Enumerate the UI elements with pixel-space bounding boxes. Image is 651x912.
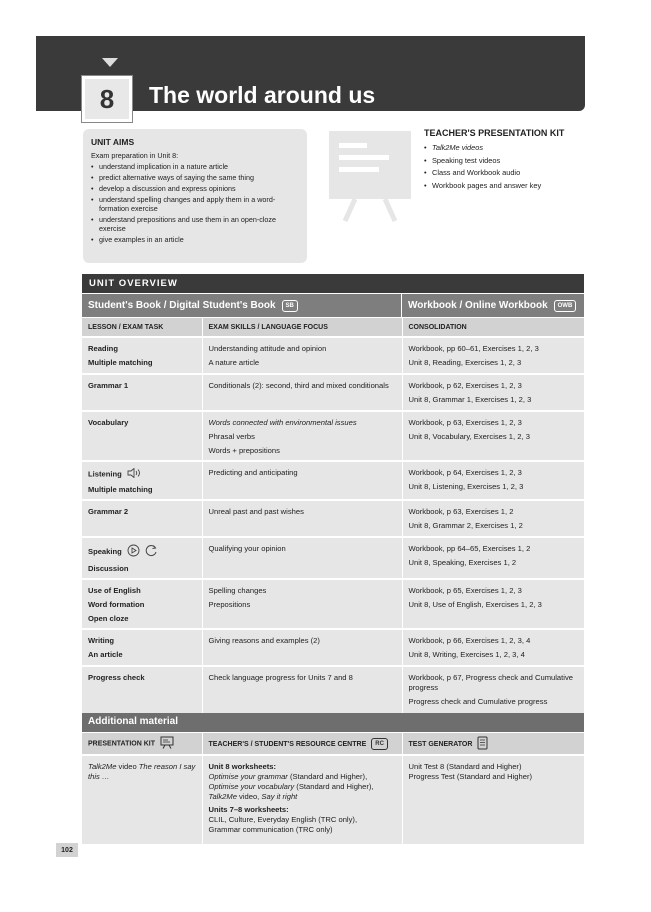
table-row — [82, 579, 584, 629]
test-generator-cell: Unit Test 8 (Standard and Higher) Progress Test (Standard and Higher) — [402, 755, 584, 844]
consolidation-cell: Workbook, pp 64–65, Exercises 1, 2 Unit 8, Speaking, Exercises 1, 2 — [402, 537, 584, 579]
consolidation-cell: Workbook, p 64, Exercises 1, 2, 3 Unit 8, Listening, Exercises 1, 2, 3 — [402, 461, 584, 500]
table-header-row — [82, 318, 584, 337]
table-row — [82, 411, 584, 461]
list-item: • understand prepositions and use them in an open-cloze exercise — [91, 215, 299, 233]
lesson-cell: Vocabulary — [82, 411, 202, 461]
list-item: • give examples in an article — [91, 235, 299, 244]
table-row — [82, 755, 584, 844]
video-play-icon[interactable] — [127, 544, 140, 560]
skills-cell: Understanding attitude and opinion A nature article — [202, 337, 402, 374]
consolidation-cell: Workbook, p 63, Exercises 1, 2 Unit 8, Grammar 2, Exercises 1, 2 — [402, 500, 584, 537]
unit-aims-box — [83, 129, 307, 263]
rc-badge-icon: RC — [371, 738, 388, 750]
lesson-cell: Reading Multiple matching — [82, 337, 202, 374]
test-generator-icon — [477, 736, 488, 752]
list-item: • understand spelling changes and apply them in a word-formation exercise — [91, 195, 299, 213]
unit-overview-bar: UNIT OVERVIEW — [82, 274, 584, 293]
skills-cell: Qualifying your opinion — [202, 537, 402, 579]
triangle-down-icon — [102, 58, 118, 67]
presentation-kit-icon — [160, 736, 174, 751]
consolidation-cell: Workbook, p 63, Exercises 1, 2, 3 Unit 8, Vocabulary, Exercises 1, 2, 3 — [402, 411, 584, 461]
list-item: • Class and Workbook audio — [424, 167, 594, 180]
lesson-cell: Use of English Word formation Open cloze — [82, 579, 202, 629]
table-row — [82, 500, 584, 537]
skills-cell: Giving reasons and examples (2) — [202, 629, 402, 666]
page-number: 102 — [56, 843, 78, 857]
consolidation-cell: Workbook, p 66, Exercises 1, 2, 3, 4 Unit 8, Writing, Exercises 1, 2, 3, 4 — [402, 629, 584, 666]
unit-header — [36, 36, 585, 114]
unit-title: The world around us — [149, 82, 376, 108]
list-item: • understand implication in a nature article — [91, 162, 299, 171]
refresh-icon[interactable] — [145, 544, 158, 560]
table-row — [82, 374, 584, 411]
consolidation-cell: Workbook, p 65, Exercises 1, 2, 3 Unit 8, Use of English, Exercises 1, 2, 3 — [402, 579, 584, 629]
table-row — [82, 629, 584, 666]
unit-overview-table — [82, 318, 585, 714]
list-item: • Speaking test videos — [424, 155, 594, 168]
skills-cell: Spelling changes Prepositions — [202, 579, 402, 629]
presentation-kit-list — [424, 142, 594, 192]
consolidation-cell: Workbook, p 67, Progress check and Cumulative progress Progress check and Cumulative progress — [402, 666, 584, 714]
unit-aims-heading: UNIT AIMS — [91, 137, 135, 147]
skills-cell: Unreal past and past wishes — [202, 500, 402, 537]
owb-badge-icon: OWB — [554, 300, 577, 312]
unit-aims-intro: Exam preparation in Unit 8: — [91, 151, 179, 160]
table-row — [82, 337, 584, 374]
skills-cell: Conditionals (2): second, third and mixed conditionals — [202, 374, 402, 411]
lesson-cell: Writing An article — [82, 629, 202, 666]
list-item: • Workbook pages and answer key — [424, 180, 594, 193]
lesson-cell: Listening Multiple matching — [82, 461, 202, 500]
students-book-title: Student's Book / Digital Student's Book — [88, 300, 276, 311]
book-header-row — [82, 294, 584, 317]
skills-cell: Predicting and anticipating — [202, 461, 402, 500]
consolidation-cell: Workbook, p 62, Exercises 1, 2, 3 Unit 8, Grammar 1, Exercises 1, 2, 3 — [402, 374, 584, 411]
lesson-cell: Grammar 1 — [82, 374, 202, 411]
list-item: • predict alternative ways of saying the same thing — [91, 173, 299, 182]
table-row — [82, 537, 584, 579]
column-header: TEACHER'S / STUDENT'S RESOURCE CENTRE RC — [202, 733, 402, 755]
skills-cell: Check language progress for Units 7 and 8 — [202, 666, 402, 714]
audio-speaker-icon[interactable] — [127, 468, 141, 481]
table-header-row — [82, 733, 584, 755]
students-book-header — [82, 294, 402, 317]
presentation-board-icon — [325, 129, 415, 224]
consolidation-cell: Workbook, pp 60–61, Exercises 1, 2, 3 Unit 8, Reading, Exercises 1, 2, 3 — [402, 337, 584, 374]
lesson-cell: Speaking Discussion — [82, 537, 202, 579]
presentation-kit-heading: TEACHER'S PRESENTATION KIT — [424, 128, 565, 138]
skills-cell: Words connected with environmental issues Phrasal verbs Words + prepositions — [202, 411, 402, 461]
lesson-cell: Progress check — [82, 666, 202, 714]
additional-material-table — [82, 733, 585, 844]
column-header: CONSOLIDATION — [402, 318, 584, 337]
column-header: TEST GENERATOR — [402, 733, 584, 755]
workbook-title: Workbook / Online Workbook — [408, 300, 548, 311]
workbook-header — [402, 294, 584, 317]
resource-centre-cell: Unit 8 worksheets: Optimise your grammar (Standard and Higher), Optimise your vocabulary (Standard and Higher), Talk2Me video, Say it right Units 7–8 worksheets: CLIL, Culture, Everyday English (TRC only), Grammar communication (TRC only) — [202, 755, 402, 844]
list-item: • Talk2Me videos — [424, 142, 594, 155]
table-row — [82, 666, 584, 714]
lesson-cell: Grammar 2 — [82, 500, 202, 537]
presentation-kit-cell: Talk2Me video The reason I say this … — [82, 755, 202, 844]
presentation-kit — [424, 128, 594, 192]
additional-material-bar: Additional material — [82, 713, 584, 732]
column-header: LESSON / EXAM TASK — [82, 318, 202, 337]
unit-aims-list — [91, 162, 299, 244]
column-header: EXAM SKILLS / LANGUAGE FOCUS — [202, 318, 402, 337]
list-item: • develop a discussion and express opinions — [91, 184, 299, 193]
unit-number: 8 — [82, 76, 132, 122]
column-header: PRESENTATION KIT — [82, 733, 202, 755]
table-row — [82, 461, 584, 500]
sb-badge-icon: SB — [282, 300, 298, 312]
